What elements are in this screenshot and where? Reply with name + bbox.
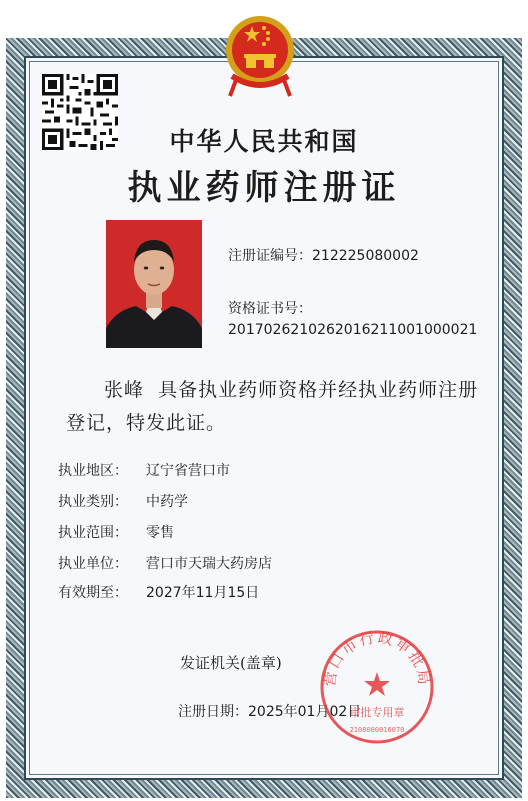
field-valid-until xyxy=(58,582,259,602)
issuing-authority-label: 发证机关(盖章) xyxy=(180,654,282,672)
qualification-number-value: 20170262102620162110010000​21 xyxy=(228,322,478,338)
holder-photo xyxy=(106,220,202,348)
national-emblem-icon xyxy=(222,6,298,98)
field-practice-region xyxy=(58,460,230,480)
field-practice-unit xyxy=(58,553,272,573)
svg-text:营口市行政审批局: 营口市行政审批局 xyxy=(320,628,434,688)
holder-name: 张峰 xyxy=(104,379,145,401)
field-label: 执业单位： xyxy=(58,556,128,572)
registration-number-value: 212225080002 xyxy=(312,248,419,264)
official-seal-stamp xyxy=(318,628,436,746)
field-label: 有效期至： xyxy=(58,585,128,601)
field-value: 零售 xyxy=(146,525,174,541)
certificate-country-title: 中华人民共和国 xyxy=(169,127,359,156)
field-label: 执业范围： xyxy=(58,525,128,541)
field-value: 营口市天瑞大药房店 xyxy=(146,556,272,572)
svg-text:2108000016070: 2108000016070 xyxy=(349,726,405,734)
registration-number-label: 注册证编号： xyxy=(228,248,312,264)
field-value: 辽宁省营口市 xyxy=(146,463,230,479)
statement-text: 具备执业药师资格并经执业药师注册登记，特发此证。 xyxy=(66,379,479,434)
register-date-value: 2025年01月02日 xyxy=(248,704,362,720)
registration-number-row xyxy=(228,245,419,265)
field-value: 2027年11月15日 xyxy=(146,585,260,601)
field-value: 中药学 xyxy=(146,494,188,510)
field-practice-scope xyxy=(58,522,174,542)
svg-text:审批专用章: 审批专用章 xyxy=(349,706,405,719)
qualification-number-label: 资格证书号： xyxy=(228,301,312,317)
person-portrait-icon xyxy=(106,220,202,348)
certificate-title: 执业药师注册证 xyxy=(127,168,401,208)
certification-statement xyxy=(66,374,486,440)
field-practice-category xyxy=(58,491,188,511)
field-label: 执业地区： xyxy=(58,463,128,479)
field-label: 执业类别： xyxy=(58,494,128,510)
register-date-label: 注册日期： xyxy=(178,704,248,720)
